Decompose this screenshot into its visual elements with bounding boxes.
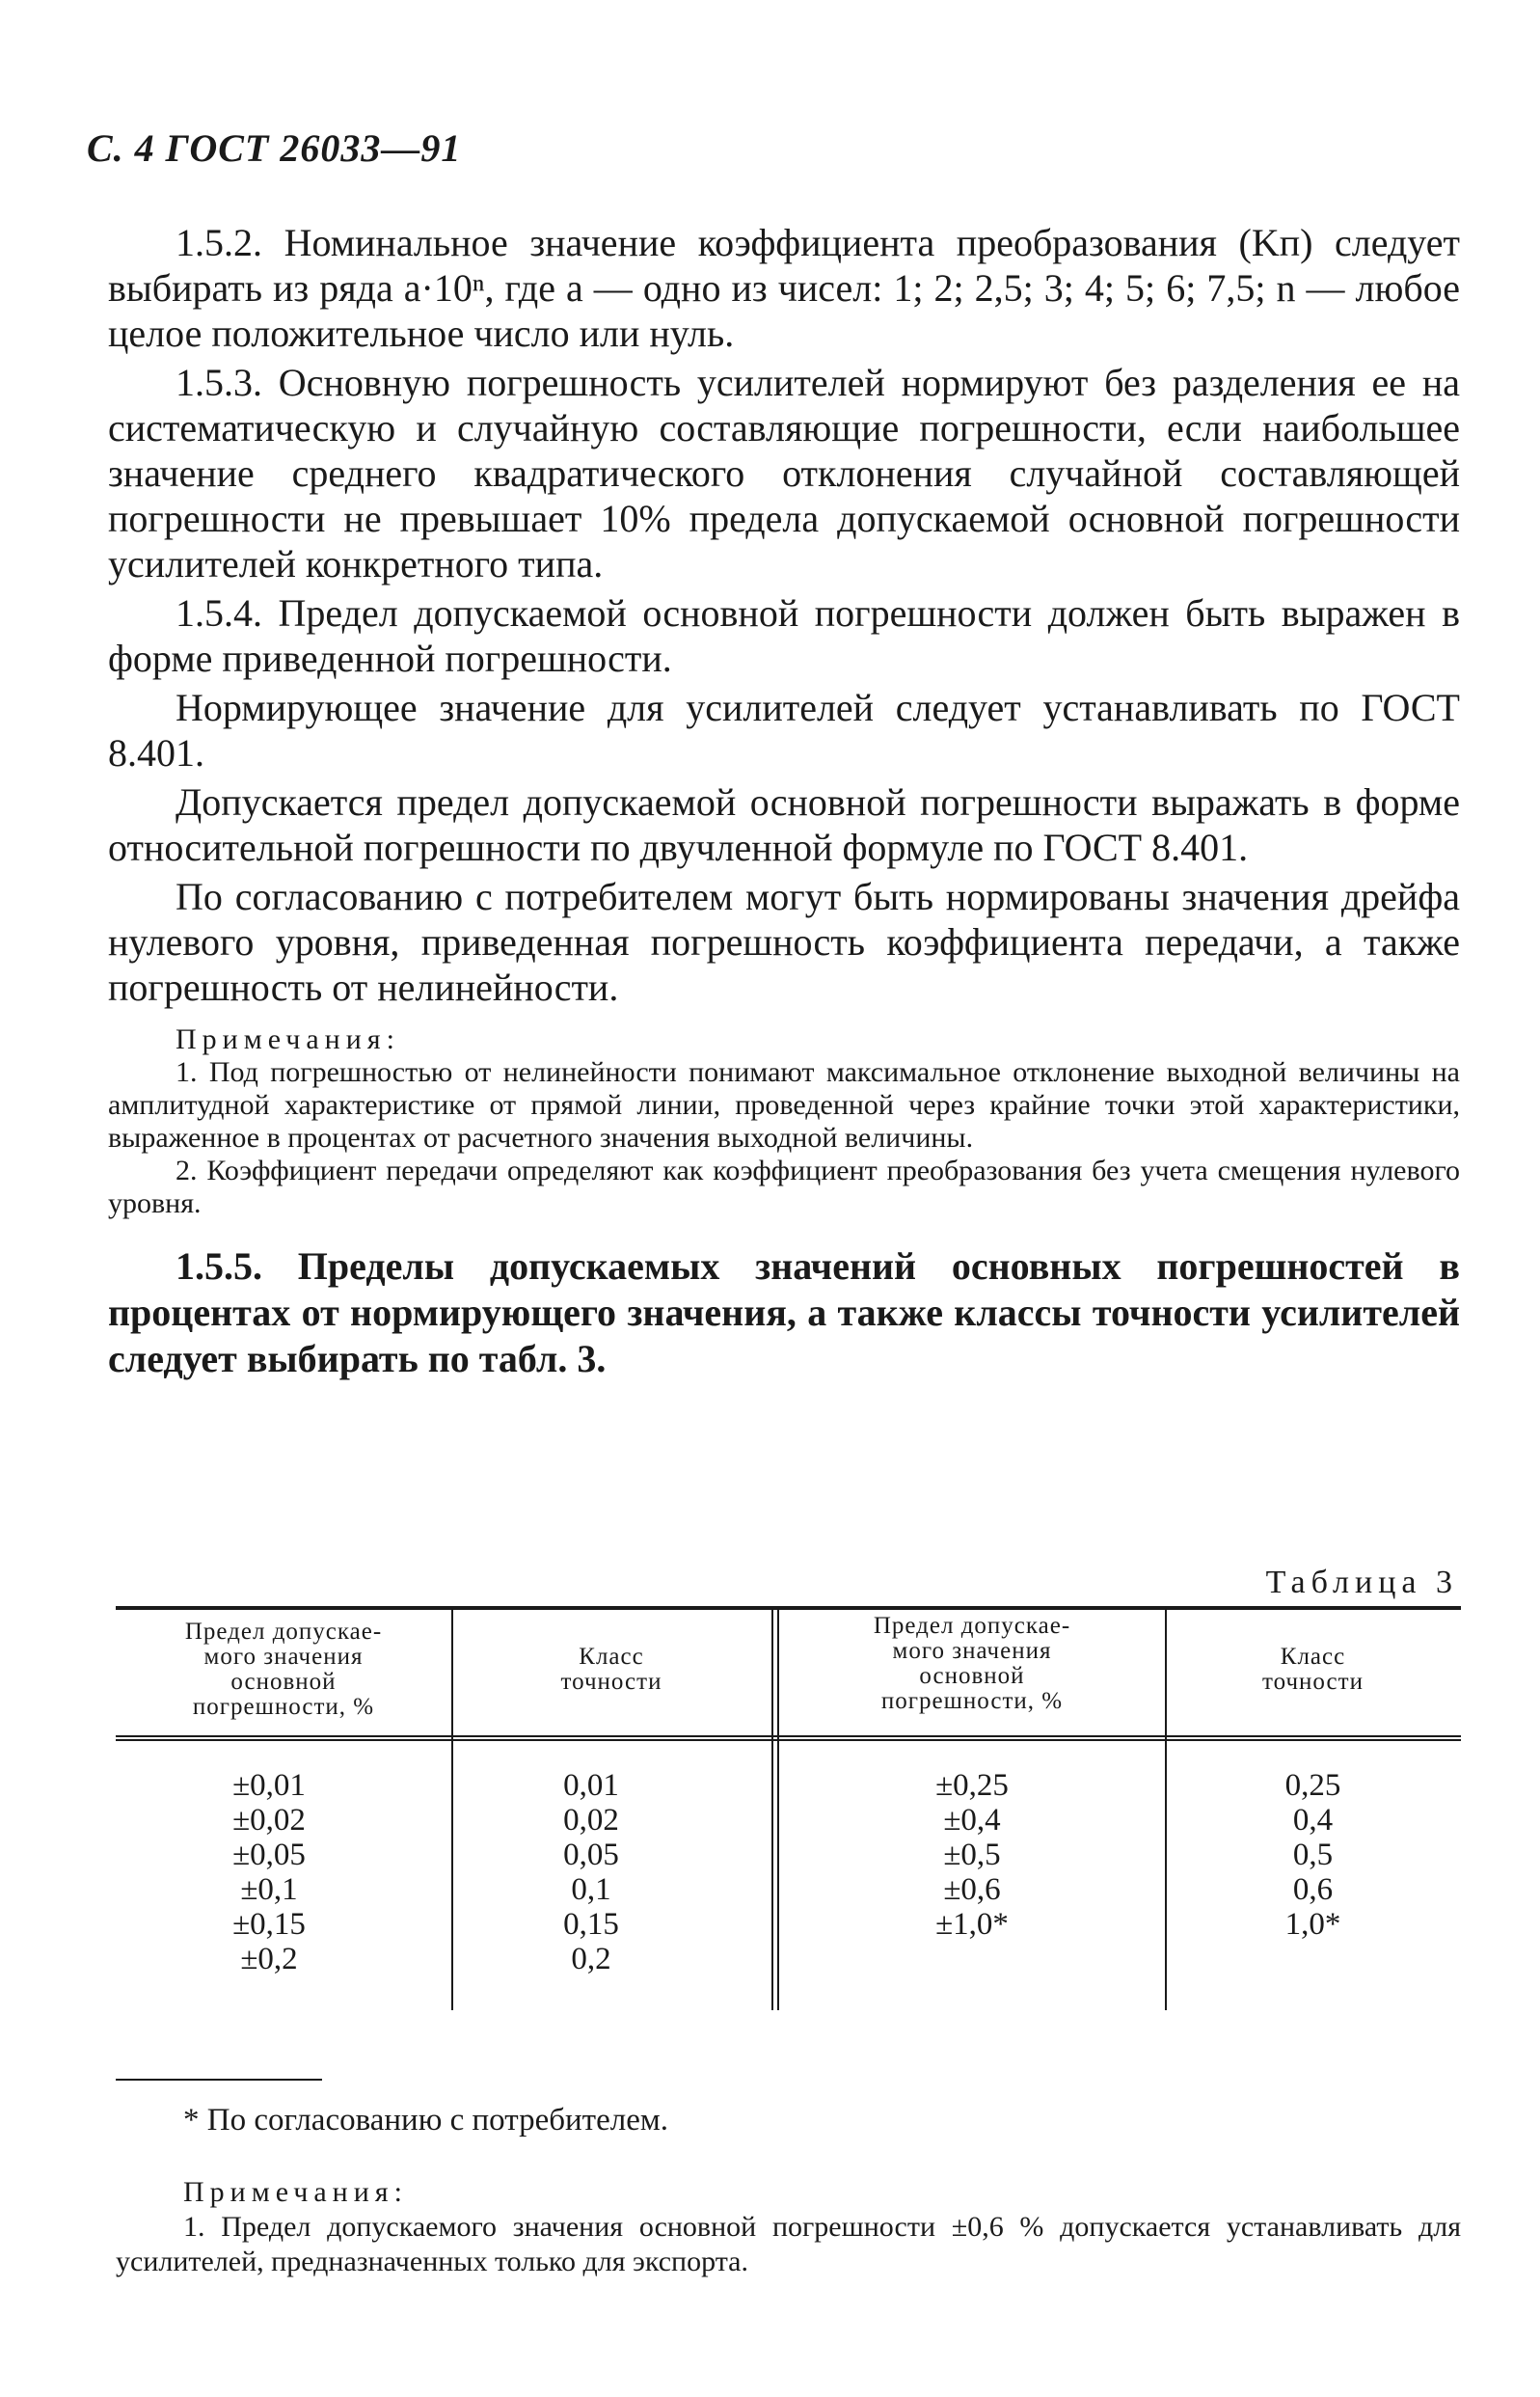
notes-title: Примечания: (183, 2176, 408, 2208)
notes-block-2 (116, 2175, 1461, 2279)
column-header-error-limit: Предел допускае- мого значения основной погрешности, % (184, 1619, 383, 1720)
column-header-error-limit: Предел допускае- мого значения основной погрешности, % (873, 1613, 1071, 1714)
table-column-class-values: 0,25 0,4 0,5 0,6 1,0* (1284, 1768, 1341, 1942)
notes-block-1 (108, 1023, 1460, 1220)
notes-title: Примечания: (176, 1023, 400, 1055)
note-item: 2. Коэффициент передачи определяют как коэффициент преобразования без учета смещения нулевого уровня. (108, 1155, 1460, 1219)
paragraph-normalizing-value: Нормирующее значение для усилителей следует устанавливать по ГОСТ 8.401. (108, 686, 1460, 775)
note-item: 1. Предел допускаемого значения основной погрешности ±0,6 % допускается устанавливать для усилителей, предназначенных только для экспорта. (116, 2211, 1461, 2277)
paragraph-1-5-2: 1.5.2. Номинальное значение коэффициента преобразования (Kп) следует выбирать из ряда a·10ⁿ, где a — одно из чисел: 1; 2; 2,5; 3; 4; 5; 6; 7,5; n — любое целое положительное число или нуль. (108, 221, 1460, 355)
note-item: 1. Под погрешностью от нелинейности понимают максимальное отклонение выходной величины на амплитудной характеристике от прямой линии, проведенной через крайние точки этой характеристики, выраженное в процентах от расчетного значения выходной величины. (108, 1056, 1460, 1154)
footnote: * По согласованию с потребителем. (183, 2103, 668, 2138)
column-divider (771, 1610, 773, 2010)
body-text (108, 220, 1460, 1421)
table-header-rule (116, 1739, 1461, 1741)
page-header: С. 4 ГОСТ 26033—91 (87, 126, 462, 170)
table-column-class-values: 0,01 0,02 0,05 0,1 0,15 0,2 (563, 1768, 619, 1976)
table-3 (116, 1606, 1461, 2011)
paragraph-1-5-4: 1.5.4. Предел допускаемой основной погрешности должен быть выражен в форме приведенной погрешности. (108, 591, 1460, 680)
table-column-error-values: ±0,01 ±0,02 ±0,05 ±0,1 ±0,15 ±0,2 (232, 1768, 306, 1976)
footnote-rule (116, 2079, 322, 2081)
paragraph-relative-error: Допускается предел допускаемой основной погрешности выражать в форме относительной погрешности по двучленной формуле по ГОСТ 8.401. (108, 780, 1460, 869)
paragraph-1-5-3: 1.5.3. Основную погрешность усилителей нормируют без разделения ее на систематическую и случайную составляющие погрешности, если наибольшее значение среднего квадратического отклонения случайной составляющей погрешности не превышает 10% предела допускаемой основной погрешности усилителей конкретного типа. (108, 361, 1460, 586)
table-header-rule (116, 1735, 1461, 1737)
paragraph-1-5-5: 1.5.5. Пределы допускаемых значений основных погрешностей в процентах от нормирующего значения, а также классы точности усилителей следует выбирать по табл. 3. (108, 1244, 1460, 1380)
table-caption: Таблица 3 (1265, 1565, 1458, 1600)
table-column-error-values: ±0,25 ±0,4 ±0,5 ±0,6 ±1,0* (935, 1768, 1009, 1942)
column-header-accuracy-class: Класс точности (1262, 1644, 1364, 1695)
column-header-accuracy-class: Класс точности (560, 1644, 662, 1695)
table-top-rule (116, 1606, 1461, 1610)
paragraph-consumer-agreement: По согласованию с потребителем могут быть нормированы значения дрейфа нулевого уровня, приведенная погрешность коэффициента передачи, а также погрешность от нелинейности. (108, 875, 1460, 1009)
